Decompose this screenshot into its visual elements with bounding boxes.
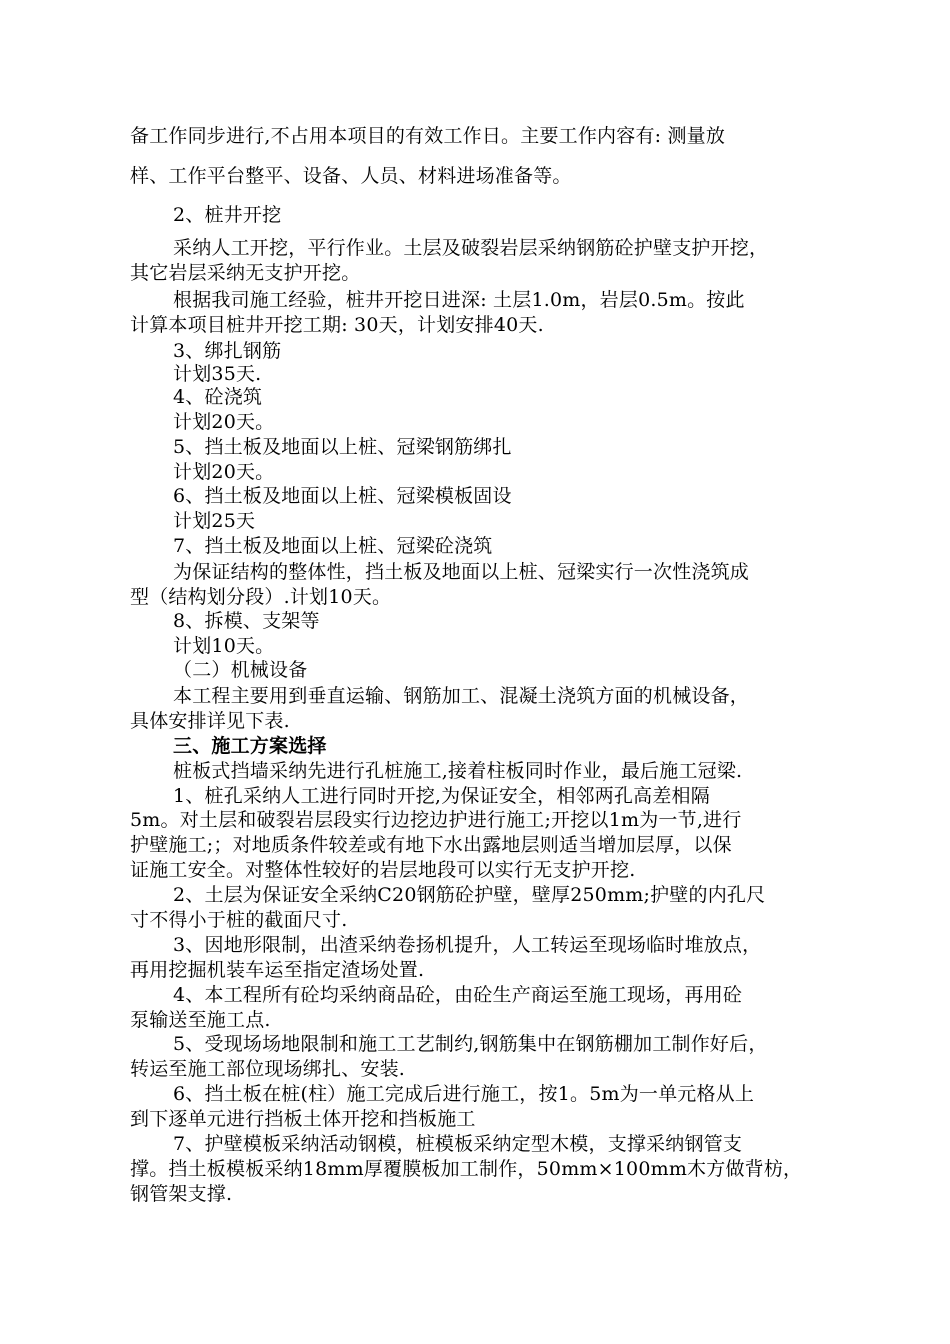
- text-line: 具体安排详见下表.: [130, 710, 290, 732]
- text-line: 钢管架支撑.: [130, 1183, 233, 1205]
- text-line: 7、护壁模板采纳活动钢模，桩模板采纳定型木模，支撑采纳钢管支: [173, 1133, 743, 1155]
- chapter-heading: 三、施工方案选择: [173, 735, 327, 757]
- section-heading: 2、桩井开挖: [173, 204, 282, 226]
- text-line: 计划25天: [173, 510, 256, 532]
- text-line: 其它岩层采纳无支护开挖。: [130, 262, 361, 284]
- text-line: 计划35天.: [173, 363, 262, 385]
- text-line: 计算本项目桩井开挖工期: 30天，计划安排40天.: [130, 314, 544, 336]
- text-line: 备工作同步进行,不占用本项目的有效工作日。主要工作内容有: 测量放: [130, 125, 726, 147]
- section-heading: 6、挡土板及地面以上桩、冠梁模板固设: [173, 485, 512, 507]
- text-line: 4、本工程所有砼均采纳商品砼，由砼生产商运至施工现场，再用砼: [173, 984, 743, 1006]
- text-line: 桩板式挡墙采纳先进行孔桩施工,接着柱板同时作业，最后施工冠梁.: [173, 760, 743, 782]
- text-line: 2、土层为保证安全采纳C20钢筋砼护壁，壁厚250mm;护壁的内孔尺: [173, 884, 766, 906]
- text-line: 再用挖掘机装车运至指定渣场处置.: [130, 959, 425, 981]
- section-heading: 5、挡土板及地面以上桩、冠梁钢筋绑扎: [173, 436, 512, 458]
- text-line: 5m。对土层和破裂岩层段实行边挖边护进行施工;开挖以1m为一节,进行: [130, 809, 742, 831]
- text-line: 6、挡土板在桩(柱）施工完成后进行施工，按1。5m为一单元格从上: [173, 1083, 755, 1105]
- text-line: 撑。挡土板模板采纳18mm厚覆膜板加工制作，50mm×100mm木方做背枋，: [130, 1158, 803, 1180]
- section-heading: 3、绑扎钢筋: [173, 340, 282, 362]
- text-line: 样、工作平台整平、设备、人员、材料进场准备等。: [130, 165, 572, 187]
- text-line: 计划10天。: [173, 635, 275, 657]
- text-line: 计划20天。: [173, 461, 275, 483]
- text-line: 转运至施工部位现场绑扎、安装.: [130, 1058, 406, 1080]
- text-line: 本工程主要用到垂直运输、钢筋加工、混凝土浇筑方面的机械设备，: [173, 685, 750, 707]
- text-line: 护壁施工;；对地质条件较差或有地下水出露地层则适当增加层厚，以保: [130, 834, 732, 856]
- text-line: 根据我司施工经验，桩井开挖日进深: 土层1.0m，岩层0.5m。按此: [173, 289, 745, 311]
- section-heading: 7、挡土板及地面以上桩、冠梁砼浇筑: [173, 535, 493, 557]
- text-line: 采纳人工开挖，平行作业。土层及破裂岩层采纳钢筋砼护壁支护开挖，: [173, 237, 769, 259]
- text-line: 为保证结构的整体性，挡土板及地面以上桩、冠梁实行一次性浇筑成: [173, 561, 750, 583]
- section-heading: （二）机械设备: [173, 659, 308, 681]
- section-heading: 4、砼浇筑: [173, 386, 263, 408]
- text-line: 5、受现场场地限制和施工工艺制约,钢筋集中在钢筋棚加工制作好后，: [173, 1033, 768, 1055]
- section-heading: 8、拆模、支架等: [173, 610, 320, 632]
- text-line: 寸不得小于桩的截面尺寸.: [130, 909, 348, 931]
- text-line: 3、因地形限制，出渣采纳卷扬机提升，人工转运至现场临时堆放点，: [173, 934, 762, 956]
- text-line: 到下逐单元进行挡板土体开挖和挡板施工: [130, 1108, 476, 1130]
- text-line: 计划20天。: [173, 411, 275, 433]
- text-line: 证施工安全。对整体性较好的岩层地段可以实行无支护开挖.: [130, 859, 636, 881]
- text-line: 1、桩孔采纳人工进行同时开挖,为保证安全，相邻两孔高差相隔: [173, 785, 710, 807]
- text-line: 型（结构划分段）.计划10天。: [130, 586, 392, 608]
- text-line: 泵输送至施工点.: [130, 1009, 271, 1031]
